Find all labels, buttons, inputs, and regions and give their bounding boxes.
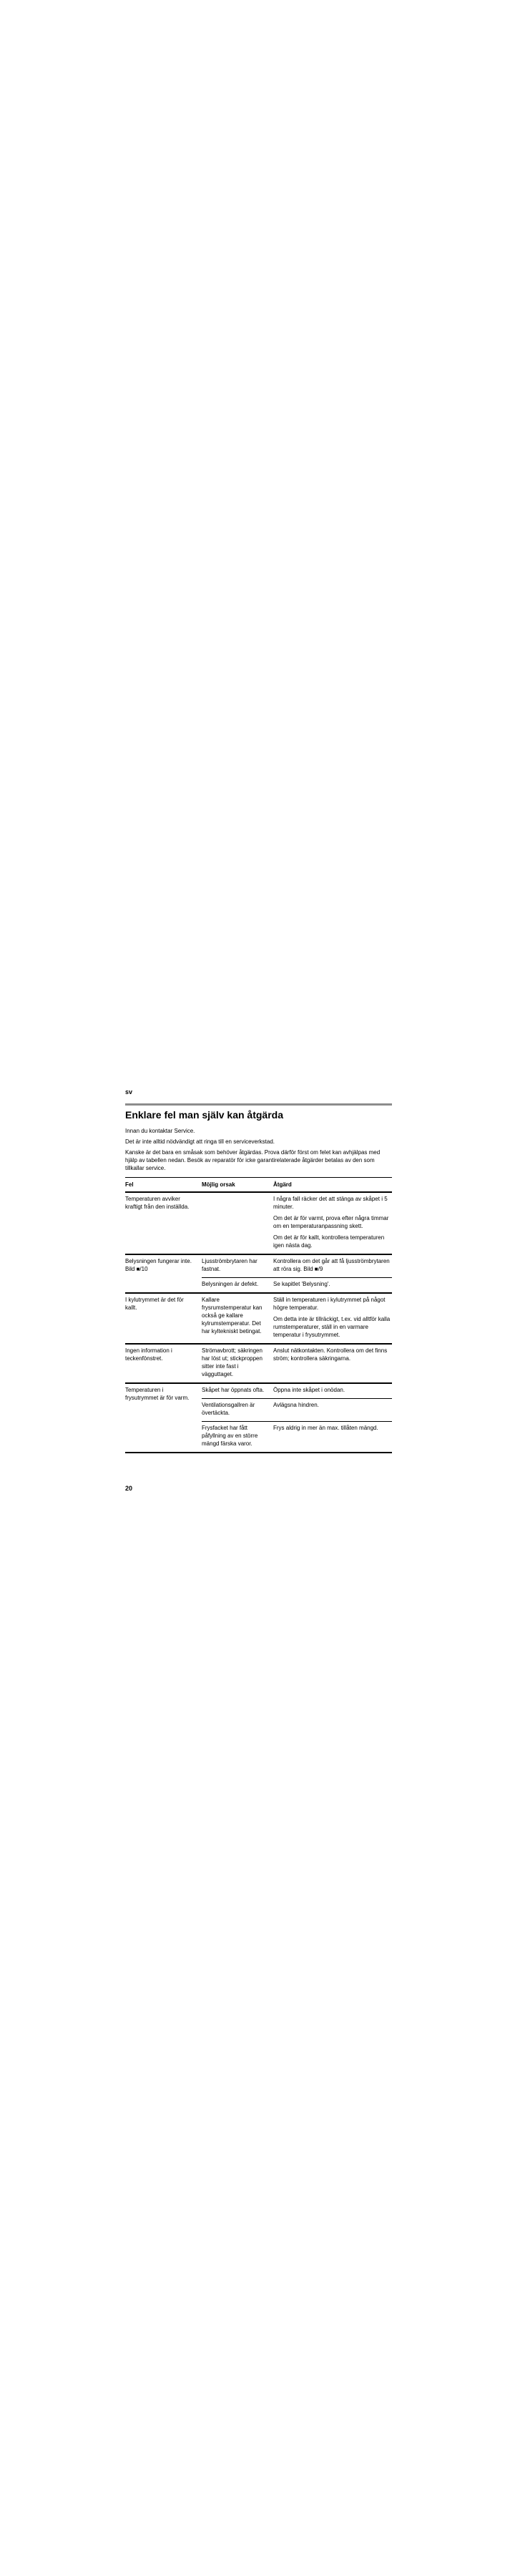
- table-subrow: [202, 1345, 392, 1382]
- table-subrow: [202, 1398, 392, 1421]
- manual-page-content: [125, 1088, 392, 1492]
- remedy-text: Avlägsna hindren.: [273, 1402, 319, 1408]
- cause-text: Kallare frysrumstemperatur kan också ge kallare kylrumstemperatur. Det har kyltekniskt betingat.: [202, 1297, 263, 1335]
- table-row: [125, 1193, 392, 1255]
- cause-cell: [202, 1424, 273, 1448]
- cause-cell: [202, 1296, 273, 1339]
- intro-text: [125, 1127, 392, 1172]
- intro-line-3: Kanske är det bara en småsak som behöver åtgärdas. Prova därför först om felet kan avhjälpas med hjälp av tabellen nedan. Besök av reparatör för icke garantirelaterade åtgärder betalas av den som tillkallar service.: [125, 1149, 381, 1171]
- subrow-group: [202, 1384, 392, 1452]
- column-header-fault: Fel: [125, 1181, 134, 1188]
- cause-cell: [202, 1280, 273, 1288]
- fault-text: Temperaturen avviker kraftigt från den inställda.: [125, 1196, 190, 1210]
- remedy-text: Om det är för kallt, kontrollera temperaturen igen nästa dag.: [273, 1234, 385, 1249]
- troubleshooting-table: [125, 1177, 392, 1453]
- table-subrow: [202, 1193, 392, 1254]
- cause-text: Skåpet har öppnats ofta.: [202, 1387, 265, 1393]
- fault-cell: [125, 1345, 202, 1382]
- fault-cell: [125, 1294, 202, 1343]
- remedy-cell: [273, 1424, 392, 1448]
- intro-line-2: Det är inte alltid nödvändigt att ringa till en serviceverkstad.: [125, 1138, 275, 1145]
- remedy-cell: [273, 1195, 392, 1249]
- table-row: [125, 1294, 392, 1345]
- remedy-text: Om detta inte är tillräckigt, t.ex. vid alltför kalla rumstemperaturer, ställ in en varmare temperatur i frysutrymmet.: [273, 1316, 391, 1338]
- table-row: [125, 1384, 392, 1453]
- intro-line-1: Innan du kontaktar Service.: [125, 1128, 195, 1134]
- remedy-cell: [273, 1401, 392, 1417]
- fault-text: I kylutrymmet är det för kallt.: [125, 1297, 184, 1311]
- cause-text: Strömavbrott; säkringen har löst ut; stickproppen sitter inte fast i vägguttaget.: [202, 1347, 263, 1377]
- page-title: Enklare fel man själv kan åtgärda: [125, 1109, 283, 1121]
- section-divider: [125, 1103, 392, 1106]
- remedy-text: Kontrollera om det går att få ljusströmbrytaren att röra sig. Bild ■/9: [273, 1258, 390, 1272]
- fault-cell: [125, 1255, 202, 1292]
- remedy-cell: [273, 1296, 392, 1339]
- table-subrow: [202, 1421, 392, 1452]
- cause-cell: [202, 1347, 273, 1378]
- remedy-cell: [273, 1257, 392, 1273]
- cause-text: Ljusströmbrytaren har fastnat.: [202, 1258, 258, 1272]
- cause-text: Belysningen är defekt.: [202, 1281, 259, 1287]
- cause-cell: [202, 1257, 273, 1273]
- page-number: 20: [125, 1485, 133, 1492]
- column-header-cause: Möjlig orsak: [202, 1181, 235, 1188]
- column-header-remedy: Åtgärd: [273, 1181, 292, 1188]
- table-subrow: [202, 1294, 392, 1343]
- cause-text: Ventilationsgallren är övertäckta.: [202, 1402, 255, 1416]
- table-subrow: [202, 1384, 392, 1398]
- fault-cell: [125, 1193, 202, 1254]
- table-subrow: [202, 1255, 392, 1277]
- cause-text: Frysfacket har fått påfyllning av en större mängd färska varor.: [202, 1425, 258, 1447]
- table-row: [125, 1345, 392, 1384]
- remedy-cell: [273, 1280, 392, 1288]
- remedy-text: Frys aldrig in mer än max. tillåten mängd.: [273, 1425, 378, 1431]
- remedy-text: Se kapitlet 'Belysning'.: [273, 1281, 330, 1287]
- remedy-cell: [273, 1347, 392, 1378]
- table-header-row: [125, 1178, 392, 1193]
- remedy-text: Ställ in temperaturen i kylutrymmet på något högre temperatur.: [273, 1297, 386, 1311]
- remedy-text: Öppna inte skåpet i onödan.: [273, 1387, 345, 1393]
- table-subrow: [202, 1277, 392, 1292]
- subrow-group: [202, 1345, 392, 1382]
- remedy-cell: [273, 1386, 392, 1394]
- remedy-text: Om det är för varmt, prova efter några timmar om en temperaturanpassning skett.: [273, 1215, 389, 1229]
- fault-text: Temperaturen i frysutrymmet är för varm.: [125, 1387, 190, 1401]
- fault-cell: [125, 1384, 202, 1452]
- table-row: [125, 1255, 392, 1294]
- cause-cell: [202, 1195, 273, 1249]
- subrow-group: [202, 1255, 392, 1292]
- troubleshooting-table-body: [125, 1193, 392, 1453]
- language-code-label: sv: [125, 1088, 133, 1096]
- remedy-text: I några fall räcker det att stänga av skåpet i 5 minuter.: [273, 1196, 388, 1210]
- remedy-text: Anslut nätkontakten. Kontrollera om det finns ström; kontrollera säkringarna.: [273, 1347, 388, 1362]
- cause-cell: [202, 1401, 273, 1417]
- subrow-group: [202, 1294, 392, 1343]
- cause-cell: [202, 1386, 273, 1394]
- fault-text: Belysningen fungerar inte. Bild ■/10: [125, 1258, 192, 1272]
- fault-text: Ingen information i teckenfönstret.: [125, 1347, 172, 1362]
- subrow-group: [202, 1193, 392, 1254]
